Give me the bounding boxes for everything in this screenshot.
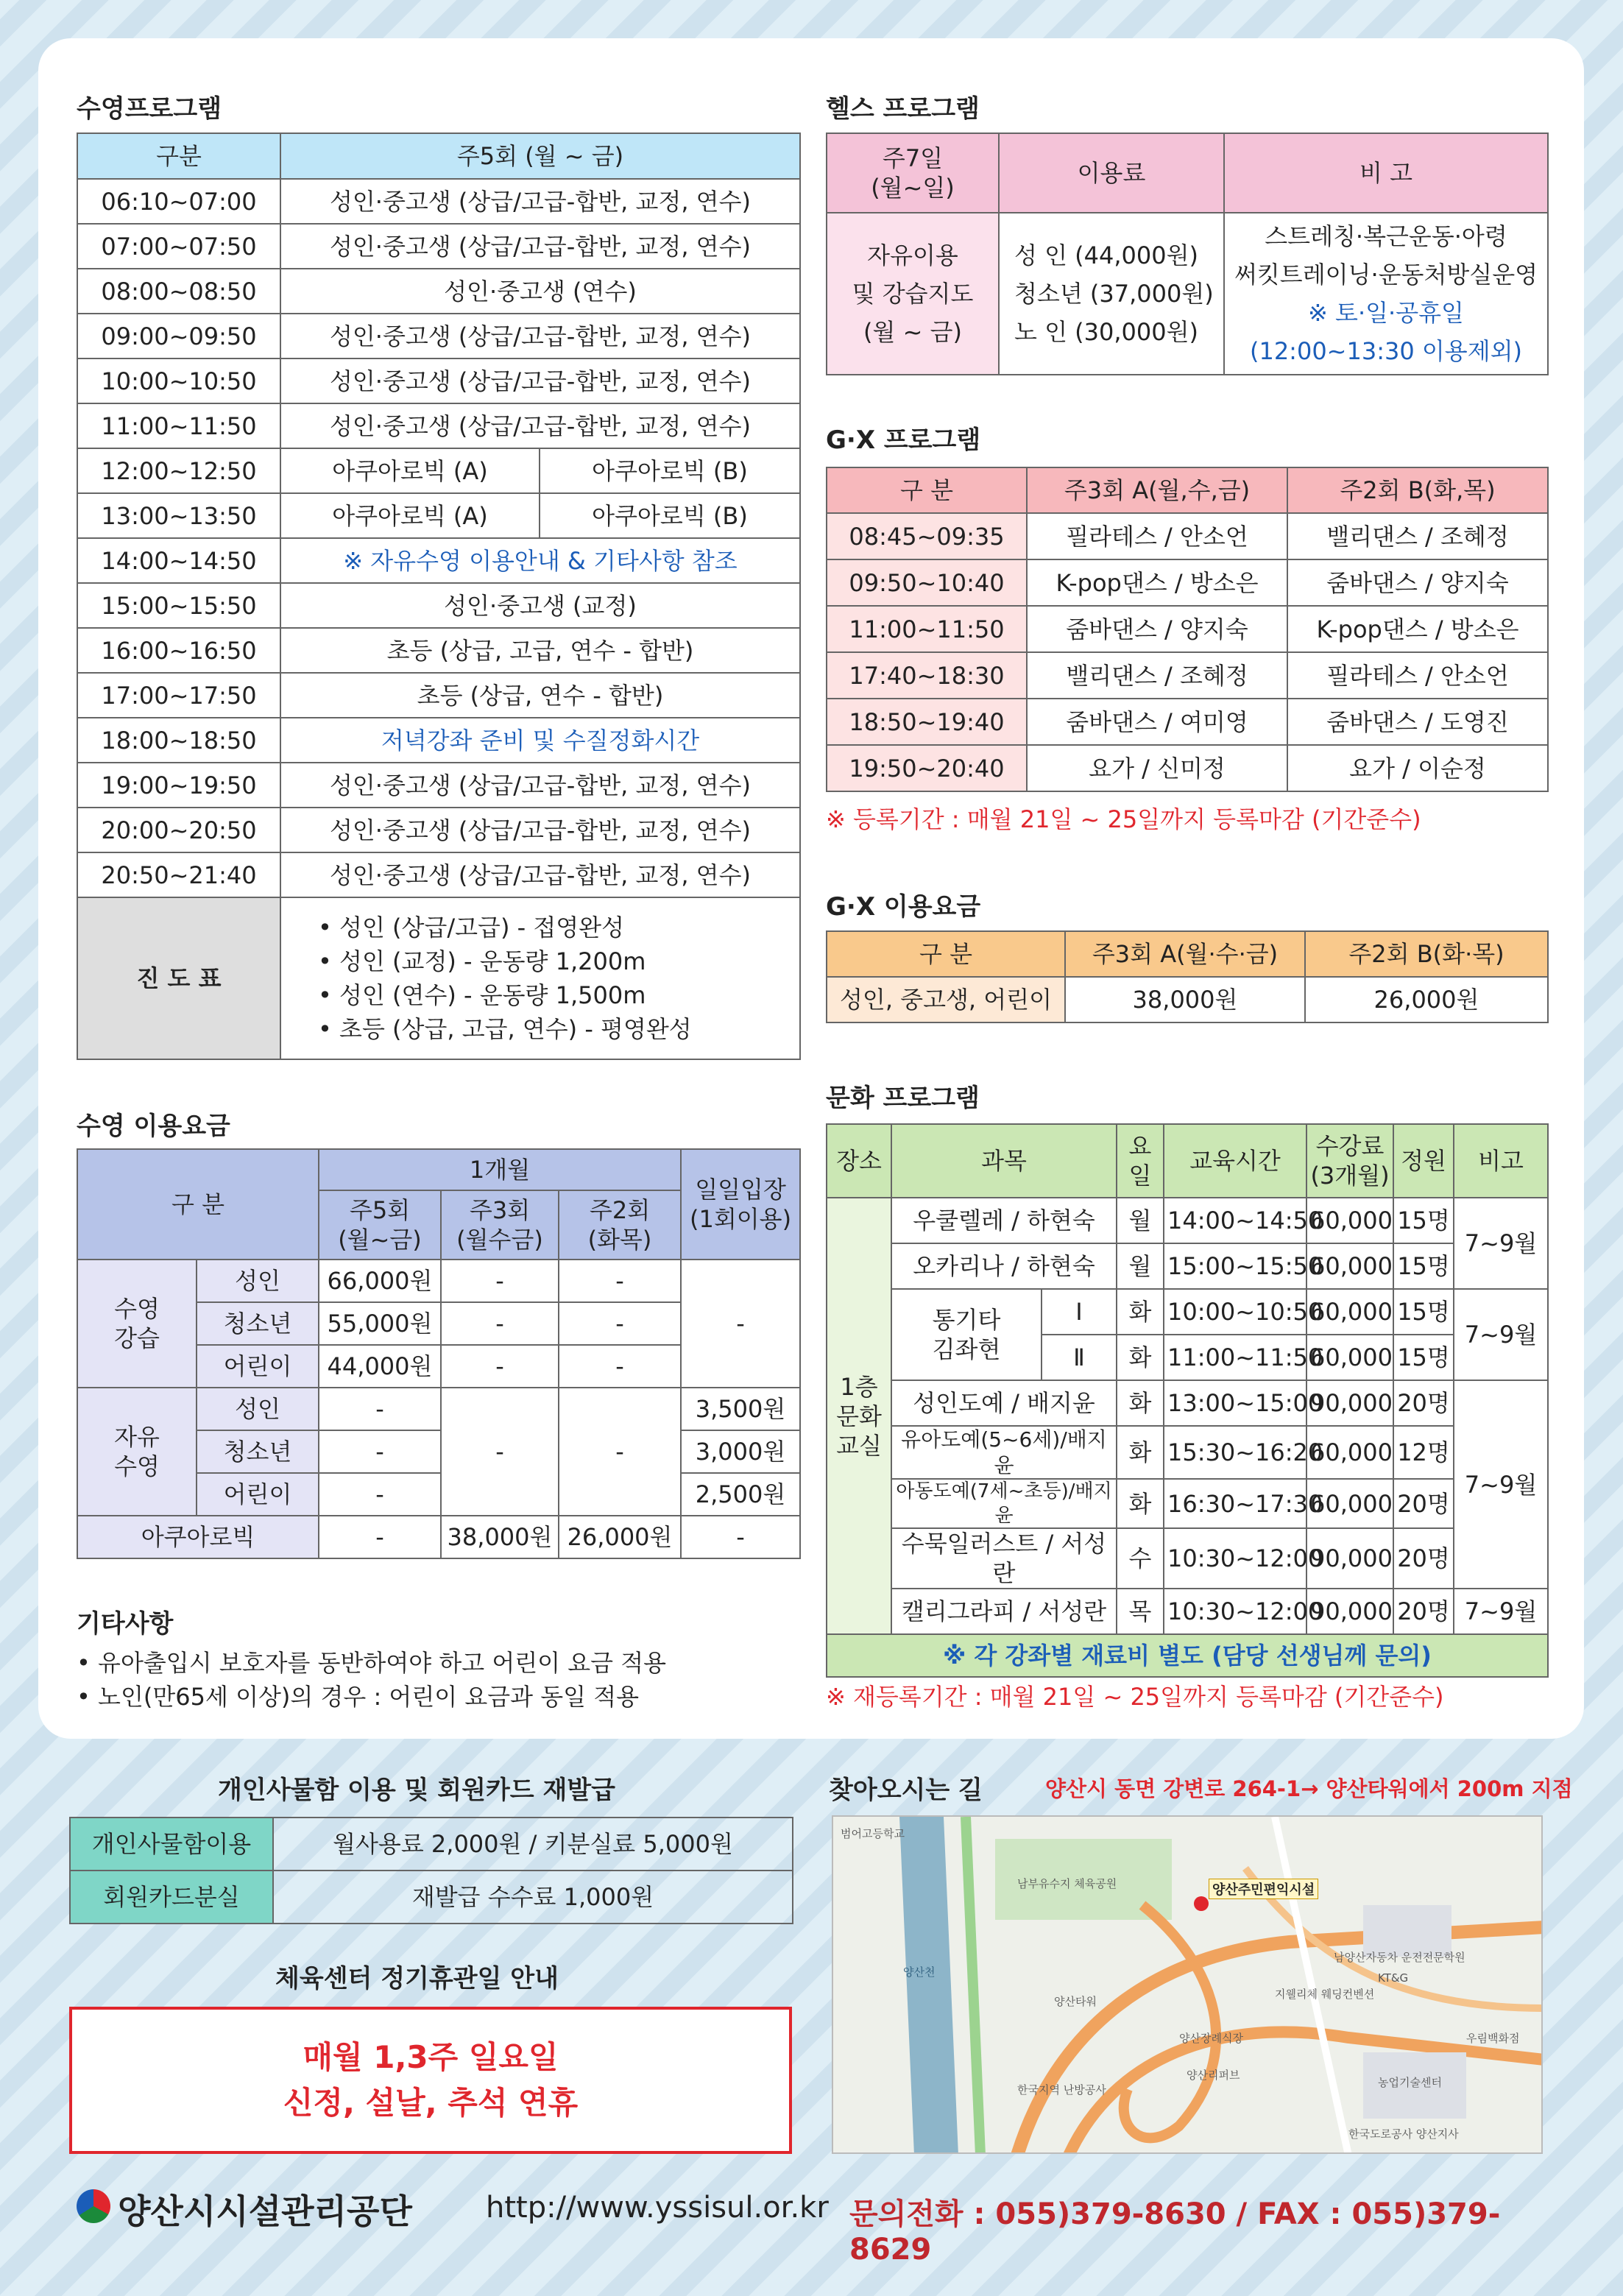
map-label: KT&G	[1378, 1971, 1409, 1985]
fee-cell: -	[681, 1516, 800, 1558]
program-cell: 성인·중고생 (상급/고급-합반, 교정, 연수)	[280, 179, 800, 224]
etc-item: • 유아출입시 보호자를 동반하여야 하고 어린이 요금 적용	[77, 1649, 667, 1677]
locker-value: 월사용료 2,000원 / 키분실료 5,000원	[273, 1818, 793, 1871]
culture-cell: 90,000	[1306, 1589, 1393, 1634]
culture-cell: 90,000	[1306, 1380, 1393, 1426]
culture-head: 교육시간	[1164, 1124, 1306, 1198]
health-table	[826, 133, 1549, 375]
fee-level: 청소년	[197, 1430, 319, 1473]
culture-subject: 캘리그라피 / 서성란	[891, 1589, 1117, 1634]
map-label: 지웰리체 웨딩컨벤션	[1275, 1988, 1375, 2001]
culture-cell: 60,000	[1306, 1426, 1393, 1479]
culture-cell: 60,000	[1306, 1335, 1393, 1380]
gx-class: 요가 / 이순정	[1287, 745, 1548, 791]
health-head-note: 비 고	[1224, 133, 1548, 213]
culture-cell: 목	[1117, 1589, 1164, 1634]
culture-cell: Ⅰ	[1042, 1289, 1117, 1335]
fee-cell: -	[559, 1345, 681, 1388]
etc-item: • 노인(만65세 이상)의 경우 : 어린이 요금과 동일 적용	[77, 1683, 640, 1711]
program-cell: 성인·중고생 (상급/고급-합반, 교정, 연수)	[280, 314, 800, 358]
gx-row	[827, 606, 1548, 652]
map-label: 양산천	[903, 1965, 936, 1979]
map-label: 양산장례식장	[1179, 2032, 1243, 2045]
health-note-holiday: ※ 토·일·공휴일 (12:00~13:30 이용제외)	[1249, 299, 1523, 365]
fee-table	[77, 1148, 801, 1559]
locker-table	[69, 1817, 793, 1924]
culture-cell: 화	[1117, 1479, 1164, 1528]
culture-subject: 우쿨렐레 / 하현숙	[891, 1198, 1117, 1243]
culture-place: 1층 문화 교실	[827, 1198, 891, 1634]
logo-icon	[77, 2189, 110, 2223]
fee-cell: 66,000원	[319, 1260, 441, 1302]
fee-cell: -	[319, 1473, 441, 1516]
schedule-row	[77, 358, 800, 403]
culture-cell: 60,000	[1306, 1289, 1393, 1335]
time-cell: 15:00~15:50	[77, 583, 280, 628]
closed-line: 매월 1,3주 일요일	[303, 2039, 559, 2075]
closed-line: 신정, 설날, 추석 연휴	[283, 2085, 579, 2121]
fee-cell: 26,000원	[559, 1516, 681, 1558]
time-cell: 14:00~14:50	[77, 538, 280, 583]
time-cell: 17:00~17:50	[77, 673, 280, 718]
map-graphic	[833, 1817, 1543, 2154]
fee-cell: -	[319, 1388, 441, 1430]
gx-class: 줌바댄스 / 여미영	[1027, 699, 1287, 745]
fee-cell: -	[441, 1345, 559, 1388]
gx-row	[827, 513, 1548, 559]
gx-table	[826, 467, 1549, 792]
culture-cell: 10:00~10:50	[1164, 1289, 1306, 1335]
culture-footnote: ※ 각 강좌별 재료비 별도 (담당 선생님께 문의)	[827, 1634, 1548, 1677]
program-cell: ※ 자유수영 이용안내 & 기타사항 참조	[280, 538, 800, 583]
progress-item: • 성인 (상급/고급) - 접영완성	[318, 914, 624, 942]
fee-aqua-label: 아쿠아로빅	[77, 1516, 319, 1558]
gxfee-cell: 38,000원	[1065, 977, 1305, 1022]
fee-cell: -	[441, 1260, 559, 1302]
org-name: 양산시시설관리공단	[118, 2191, 412, 2231]
culture-cell: 화	[1117, 1335, 1164, 1380]
culture-subject: 성인도예 / 배지윤	[891, 1380, 1117, 1426]
culture-cell: 14:00~14:50	[1164, 1198, 1306, 1243]
culture-cell: 화	[1117, 1426, 1164, 1479]
gx-head-gubun: 구 분	[827, 467, 1027, 513]
culture-head: 비고	[1454, 1124, 1548, 1198]
gx-class: 줌바댄스 / 양지숙	[1027, 606, 1287, 652]
gx-note: ※ 등록기간 : 매월 21일 ~ 25일까지 등록마감 (기간준수)	[826, 805, 1421, 833]
culture-head: 요일	[1117, 1124, 1164, 1198]
map-label: 우림백화점	[1466, 2032, 1520, 2045]
culture-cell: 20명	[1393, 1380, 1454, 1426]
gx-row	[827, 745, 1548, 791]
culture-subject: 오카리나 / 하현숙	[891, 1243, 1117, 1289]
time-cell: 11:00~11:50	[77, 403, 280, 448]
culture-cell: 월	[1117, 1198, 1164, 1243]
fee-head-gubun: 구 분	[77, 1149, 319, 1260]
schedule-row	[77, 673, 800, 718]
program-cell: 아쿠아로빅 (A)	[280, 448, 540, 493]
culture-cell: 15명	[1393, 1335, 1454, 1380]
health-note-text: 스트레칭·복근운동·아령 써킷트레이닝·운동처방실운영	[1234, 222, 1538, 289]
gx-class: K-pop댄스 / 방소은	[1027, 559, 1287, 606]
fee-cell: -	[559, 1260, 681, 1302]
time-cell: 20:50~21:40	[77, 852, 280, 897]
program-cell: 성인·중고생 (상급/고급-합반, 교정, 연수)	[280, 763, 800, 808]
culture-period: 7~9월	[1454, 1198, 1548, 1289]
culture-cell: 60,000	[1306, 1198, 1393, 1243]
swim-title: 수영프로그램	[77, 94, 222, 124]
website-link[interactable]: http://www.yssisul.or.kr	[486, 2191, 829, 2225]
time-cell: 09:00~09:50	[77, 314, 280, 358]
fee-cell: 2,500원	[681, 1473, 800, 1516]
gx-class: 필라테스 / 안소언	[1287, 652, 1548, 699]
etc-list	[77, 1646, 666, 1714]
fee-level: 어린이	[197, 1345, 319, 1388]
locker-value: 재발급 수수료 1,000원	[273, 1871, 793, 1924]
gx-class: 줌바댄스 / 양지숙	[1287, 559, 1548, 606]
map-label: 남양산자동차 운전전문학원	[1334, 1951, 1465, 1964]
health-head-fee: 이용료	[999, 133, 1224, 213]
fee-cell: -	[319, 1430, 441, 1473]
fee-head-month: 1개월	[319, 1149, 681, 1190]
schedule-row	[77, 314, 800, 358]
location-map[interactable]	[832, 1815, 1543, 2154]
program-cell: 성인·중고생 (교정)	[280, 583, 800, 628]
schedule-row	[77, 763, 800, 808]
fee-cell: -	[441, 1388, 559, 1516]
gx-class: 줌바댄스 / 도영진	[1287, 699, 1548, 745]
culture-cell: 11:00~11:50	[1164, 1335, 1306, 1380]
culture-cell: 월	[1117, 1243, 1164, 1289]
gx-head-b: 주2회 B(화,목)	[1287, 467, 1548, 513]
culture-cell: 60,000	[1306, 1479, 1393, 1528]
map-label: 한국도로공사 양산지사	[1348, 2127, 1459, 2141]
gxfee-head: 구 분	[827, 931, 1065, 977]
culture-cell: 13:00~15:00	[1164, 1380, 1306, 1426]
map-marker-label: 양산주민편익시설	[1209, 1879, 1318, 1899]
gx-class: 밸리댄스 / 조혜정	[1287, 513, 1548, 559]
time-cell: 20:00~20:50	[77, 808, 280, 852]
culture-title: 문화 프로그램	[826, 1084, 980, 1113]
culture-head: 장소	[827, 1124, 891, 1198]
program-cell: 성인·중고생 (상급/고급-합반, 교정, 연수)	[280, 358, 800, 403]
fee-group-free: 자유 수영	[77, 1388, 197, 1516]
gxfee-cell: 성인, 중고생, 어린이	[827, 977, 1065, 1022]
fee-level: 청소년	[197, 1302, 319, 1345]
gxfee-head: 주2회 B(화·목)	[1305, 931, 1548, 977]
culture-cell: 10:30~12:00	[1164, 1589, 1306, 1634]
locker-label: 회원카드분실	[70, 1871, 273, 1924]
culture-cell: 수	[1117, 1528, 1164, 1589]
culture-note: ※ 재등록기간 : 매월 21일 ~ 25일까지 등록마감 (기간준수)	[826, 1683, 1444, 1711]
schedule-row	[77, 852, 800, 897]
fee-cell: 38,000원	[441, 1516, 559, 1558]
program-cell: 아쿠아로빅 (B)	[540, 448, 800, 493]
fee-group-lesson: 수영 강습	[77, 1260, 197, 1388]
fee-head-daily: 일일입장 (1회이용)	[681, 1149, 800, 1260]
schedule-row	[77, 403, 800, 448]
schedule-row	[77, 493, 800, 538]
gx-time: 09:50~10:40	[827, 559, 1027, 606]
culture-table	[826, 1123, 1549, 1678]
fee-cell: -	[319, 1516, 441, 1558]
time-cell: 06:10~07:00	[77, 179, 280, 224]
progress-item: • 초등 (상급, 고급, 연수) - 평영완성	[318, 1015, 692, 1043]
gx-title: G·X 프로그램	[826, 425, 981, 455]
culture-subject: 유아도예(5~6세)/배지윤	[891, 1426, 1117, 1479]
culture-cell: 15명	[1393, 1243, 1454, 1289]
gx-time: 19:50~20:40	[827, 745, 1027, 791]
culture-period: 7~9월	[1454, 1380, 1548, 1589]
culture-cell: 90,000	[1306, 1528, 1393, 1589]
gxfee-table	[826, 930, 1549, 1023]
fee-head-c3: 주3회 (월수금)	[441, 1190, 559, 1260]
etc-title: 기타사항	[77, 1609, 174, 1639]
time-cell: 07:00~07:50	[77, 224, 280, 269]
gxfee-head: 주3회 A(월·수·금)	[1065, 931, 1305, 977]
gx-class: K-pop댄스 / 방소은	[1287, 606, 1548, 652]
time-cell: 18:00~18:50	[77, 718, 280, 763]
culture-head: 수강료 (3개월)	[1306, 1124, 1393, 1198]
gx-row	[827, 559, 1548, 606]
schedule-row	[77, 179, 800, 224]
schedule-row	[77, 224, 800, 269]
time-cell: 16:00~16:50	[77, 628, 280, 673]
fee-level: 어린이	[197, 1473, 319, 1516]
program-cell: 아쿠아로빅 (B)	[540, 493, 800, 538]
fee-level: 성인	[197, 1388, 319, 1430]
swim-head-gubun: 구분	[77, 133, 280, 179]
culture-cell: 15:00~15:50	[1164, 1243, 1306, 1289]
directions-title: 찾아오시는 길	[829, 1776, 983, 1805]
culture-cell: 화	[1117, 1380, 1164, 1426]
fee-cell: -	[441, 1302, 559, 1345]
gx-class: 요가 / 신미정	[1027, 745, 1287, 791]
fee-cell: -	[559, 1302, 681, 1345]
time-cell: 19:00~19:50	[77, 763, 280, 808]
program-cell: 저녁강좌 준비 및 수질정화시간	[280, 718, 800, 763]
fee-cell: 44,000원	[319, 1345, 441, 1388]
schedule-row	[77, 448, 800, 493]
culture-cell: 15명	[1393, 1289, 1454, 1335]
directions-address: 양산시 동면 강변로 264-1→ 양산타워에서 200m 지점	[1045, 1776, 1573, 1801]
culture-subject-guitar: 통기타 김좌현	[891, 1289, 1042, 1380]
swim-head-days: 주5회 (월 ~ 금)	[280, 133, 800, 179]
health-usage: 자유이용 및 강습지도 (월 ~ 금)	[827, 213, 999, 375]
time-cell: 12:00~12:50	[77, 448, 280, 493]
closed-title: 체육센터 정기휴관일 안내	[275, 1964, 559, 1993]
culture-cell: 20명	[1393, 1479, 1454, 1528]
fee-title: 수영 이용요금	[77, 1112, 230, 1141]
gx-row	[827, 699, 1548, 745]
schedule-row	[77, 269, 800, 314]
closed-box	[69, 2007, 792, 2154]
map-label: 한국지역 난방공사	[1017, 2083, 1106, 2097]
gxfee-cell: 26,000원	[1305, 977, 1548, 1022]
health-notes	[1224, 213, 1548, 375]
program-cell: 아쿠아로빅 (A)	[280, 493, 540, 538]
program-cell: 성인·중고생 (상급/고급-합반, 교정, 연수)	[280, 224, 800, 269]
gx-class: 필라테스 / 안소언	[1027, 513, 1287, 559]
program-cell: 성인·중고생 (상급/고급-합반, 교정, 연수)	[280, 852, 800, 897]
time-cell: 13:00~13:50	[77, 493, 280, 538]
map-label: 남부유수지 체육공원	[1017, 1877, 1117, 1890]
program-cell: 초등 (상급, 연수 - 합반)	[280, 673, 800, 718]
progress-label: 진 도 표	[77, 897, 280, 1059]
gxfee-title: G·X 이용요금	[826, 892, 981, 922]
footer	[77, 2179, 1549, 2267]
gx-time: 08:45~09:35	[827, 513, 1027, 559]
progress-item: • 성인 (연수) - 운동량 1,500m	[318, 981, 646, 1009]
gx-class: 밸리댄스 / 조혜정	[1027, 652, 1287, 699]
schedule-row	[77, 718, 800, 763]
health-fees: 성 인 (44,000원) 청소년 (37,000원) 노 인 (30,000원)	[999, 213, 1224, 375]
schedule-row	[77, 628, 800, 673]
culture-cell: 10:30~12:00	[1164, 1528, 1306, 1589]
swim-table	[77, 133, 801, 1060]
schedule-row	[77, 538, 800, 583]
progress-list	[280, 897, 800, 1059]
culture-subject: 아동도예(7세~초등)/배지윤	[891, 1479, 1117, 1528]
culture-subject: 수묵일러스트 / 서성란	[891, 1528, 1117, 1589]
program-cell: 초등 (상급, 고급, 연수 - 합반)	[280, 628, 800, 673]
fee-head-c5: 주5회 (월~금)	[319, 1190, 441, 1260]
fee-cell: -	[559, 1388, 681, 1516]
program-cell: 성인·중고생 (상급/고급-합반, 교정, 연수)	[280, 808, 800, 852]
time-cell: 10:00~10:50	[77, 358, 280, 403]
schedule-row	[77, 583, 800, 628]
fee-level: 성인	[197, 1260, 319, 1302]
fee-head-c2: 주2회 (화목)	[559, 1190, 681, 1260]
culture-cell: 15명	[1393, 1198, 1454, 1243]
culture-cell: 16:30~17:30	[1164, 1479, 1306, 1528]
culture-cell: Ⅱ	[1042, 1335, 1117, 1380]
gx-time: 17:40~18:30	[827, 652, 1027, 699]
map-label: 농업기술센터	[1378, 2076, 1442, 2089]
culture-head: 과목	[891, 1124, 1117, 1198]
culture-cell: 20명	[1393, 1528, 1454, 1589]
culture-cell: 화	[1117, 1289, 1164, 1335]
health-title: 헬스 프로그램	[826, 94, 980, 124]
progress-item: • 성인 (교정) - 운동량 1,200m	[318, 947, 646, 975]
locker-title: 개인사물함 이용 및 회원카드 재발급	[218, 1776, 616, 1805]
gx-time: 11:00~11:50	[827, 606, 1027, 652]
gx-time: 18:50~19:40	[827, 699, 1027, 745]
program-cell: 성인·중고생 (연수)	[280, 269, 800, 314]
fee-cell: 3,500원	[681, 1388, 800, 1430]
contact-info: 문의전화 : 055)379-8630 / FAX : 055)379-8629	[849, 2197, 1501, 2267]
culture-period: 7~9월	[1454, 1589, 1548, 1634]
map-label: 양산타워	[1054, 1995, 1097, 2008]
health-head-days: 주7일 (월~일)	[827, 133, 999, 213]
fee-cell: 55,000원	[319, 1302, 441, 1345]
culture-cell: 15:30~16:20	[1164, 1426, 1306, 1479]
locker-label: 개인사물함이용	[70, 1818, 273, 1871]
culture-cell: 20명	[1393, 1589, 1454, 1634]
time-cell: 08:00~08:50	[77, 269, 280, 314]
map-label: 양산리퍼브	[1187, 2069, 1240, 2082]
map-label: 범어고등학교	[841, 1827, 905, 1840]
fee-cell: 3,000원	[681, 1430, 800, 1473]
schedule-row	[77, 808, 800, 852]
culture-cell: 60,000	[1306, 1243, 1393, 1289]
gx-head-a: 주3회 A(월,수,금)	[1027, 467, 1287, 513]
culture-period: 7~9월	[1454, 1289, 1548, 1380]
fee-cell: -	[681, 1260, 800, 1388]
gx-row	[827, 652, 1548, 699]
culture-cell: 12명	[1393, 1426, 1454, 1479]
culture-head: 정원	[1393, 1124, 1454, 1198]
program-cell: 성인·중고생 (상급/고급-합반, 교정, 연수)	[280, 403, 800, 448]
